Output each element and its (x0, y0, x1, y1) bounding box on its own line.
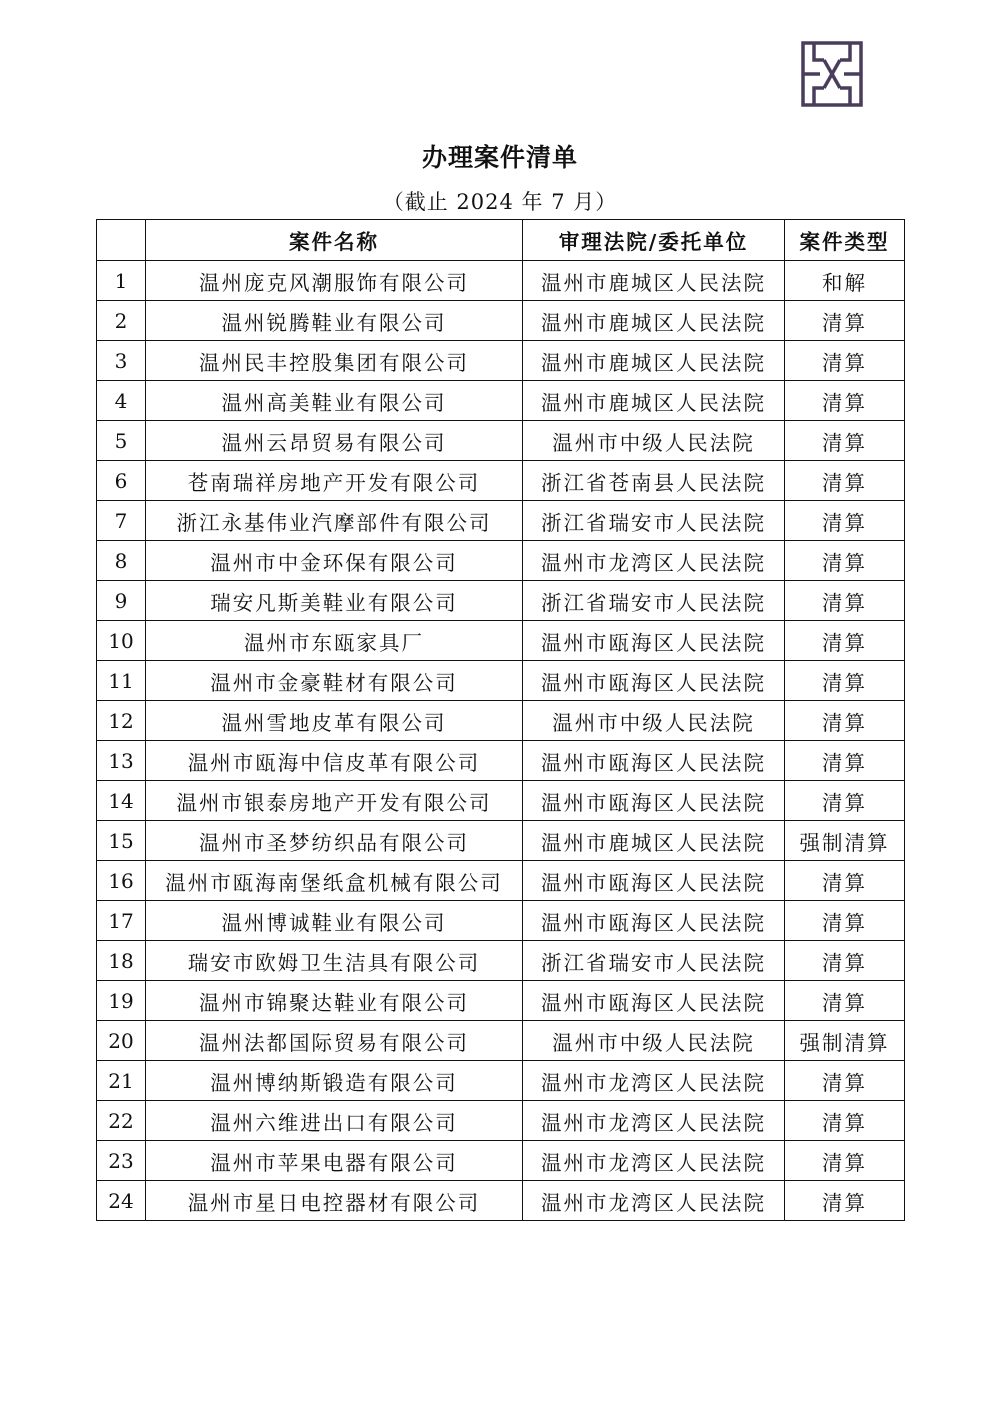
cell-court: 温州市瓯海区人民法院 (523, 661, 785, 701)
table-row (97, 381, 905, 421)
cell-court: 温州市瓯海区人民法院 (523, 741, 785, 781)
cell-court: 温州市鹿城区人民法院 (523, 341, 785, 381)
cell-number: 8 (97, 541, 146, 581)
cell-court: 温州市中级人民法院 (523, 701, 785, 741)
cell-court: 浙江省瑞安市人民法院 (523, 941, 785, 981)
cell-case-name: 温州庞克风潮服饰有限公司 (146, 261, 523, 301)
cell-number: 22 (97, 1101, 146, 1141)
cell-case-name: 苍南瑞祥房地产开发有限公司 (146, 461, 523, 501)
cell-case-name: 温州云昂贸易有限公司 (146, 421, 523, 461)
cell-case-type: 清算 (785, 501, 905, 541)
cell-number: 13 (97, 741, 146, 781)
table-row (97, 741, 905, 781)
cell-court: 温州市瓯海区人民法院 (523, 781, 785, 821)
cell-case-name: 温州博诚鞋业有限公司 (146, 901, 523, 941)
cell-case-name: 温州六维进出口有限公司 (146, 1101, 523, 1141)
cell-case-name: 温州市中金环保有限公司 (146, 541, 523, 581)
cell-case-type: 清算 (785, 301, 905, 341)
cell-court: 浙江省苍南县人民法院 (523, 461, 785, 501)
cell-case-name: 温州民丰控股集团有限公司 (146, 341, 523, 381)
cell-case-type: 清算 (785, 621, 905, 661)
cell-court: 温州市龙湾区人民法院 (523, 541, 785, 581)
cell-number: 24 (97, 1181, 146, 1221)
cell-case-type: 和解 (785, 261, 905, 301)
cell-number: 21 (97, 1061, 146, 1101)
cell-court: 温州市瓯海区人民法院 (523, 621, 785, 661)
cell-case-name: 浙江永基伟业汽摩部件有限公司 (146, 501, 523, 541)
table-row (97, 461, 905, 501)
table-row (97, 541, 905, 581)
cell-court: 温州市中级人民法院 (523, 421, 785, 461)
cell-case-type: 清算 (785, 941, 905, 981)
cell-number: 15 (97, 821, 146, 861)
cell-case-type: 清算 (785, 381, 905, 421)
cell-number: 6 (97, 461, 146, 501)
cell-case-name: 温州市圣梦纺织品有限公司 (146, 821, 523, 861)
table-row (97, 1181, 905, 1221)
column-header-no (97, 220, 146, 261)
table-header-row (97, 220, 905, 261)
table-row (97, 621, 905, 661)
cell-case-type: 清算 (785, 541, 905, 581)
cell-case-type: 清算 (785, 421, 905, 461)
table-row (97, 901, 905, 941)
cell-case-type: 清算 (785, 781, 905, 821)
firm-emblem-icon (800, 40, 864, 108)
cell-court: 温州市中级人民法院 (523, 1021, 785, 1061)
cell-case-name: 温州锐腾鞋业有限公司 (146, 301, 523, 341)
cell-case-type: 清算 (785, 1061, 905, 1101)
table-row (97, 301, 905, 341)
cell-court: 温州市鹿城区人民法院 (523, 261, 785, 301)
table-row (97, 821, 905, 861)
cell-number: 12 (97, 701, 146, 741)
cell-case-type: 清算 (785, 861, 905, 901)
cell-court: 温州市鹿城区人民法院 (523, 821, 785, 861)
cell-case-type: 清算 (785, 701, 905, 741)
cell-case-type: 清算 (785, 1141, 905, 1181)
cell-number: 17 (97, 901, 146, 941)
cell-case-name: 温州高美鞋业有限公司 (146, 381, 523, 421)
cell-case-name: 温州市东瓯家具厂 (146, 621, 523, 661)
cell-number: 1 (97, 261, 146, 301)
cell-case-type: 清算 (785, 1101, 905, 1141)
table-row (97, 501, 905, 541)
cell-court: 温州市瓯海区人民法院 (523, 901, 785, 941)
cell-case-type: 清算 (785, 461, 905, 501)
cell-case-name: 温州法都国际贸易有限公司 (146, 1021, 523, 1061)
cell-case-type: 清算 (785, 581, 905, 621)
cell-court: 温州市瓯海区人民法院 (523, 861, 785, 901)
table-row (97, 1061, 905, 1101)
cell-case-type: 清算 (785, 1181, 905, 1221)
table-row (97, 781, 905, 821)
cell-case-type: 清算 (785, 741, 905, 781)
column-header-court: 审理法院/委托单位 (523, 220, 785, 261)
cell-case-type: 清算 (785, 901, 905, 941)
cell-case-name: 温州市锦聚达鞋业有限公司 (146, 981, 523, 1021)
table-row (97, 261, 905, 301)
column-header-case-type: 案件类型 (785, 220, 905, 261)
cell-number: 2 (97, 301, 146, 341)
page-subtitle: （截止 2024 年 7 月） (382, 190, 618, 214)
column-header-case-name: 案件名称 (146, 220, 523, 261)
cell-number: 14 (97, 781, 146, 821)
cell-court: 温州市鹿城区人民法院 (523, 381, 785, 421)
cell-number: 18 (97, 941, 146, 981)
cell-number: 5 (97, 421, 146, 461)
cell-court: 温州市龙湾区人民法院 (523, 1141, 785, 1181)
cell-case-type: 清算 (785, 661, 905, 701)
cell-number: 19 (97, 981, 146, 1021)
cell-court: 温州市龙湾区人民法院 (523, 1061, 785, 1101)
cell-case-name: 温州市星日电控器材有限公司 (146, 1181, 523, 1221)
cell-court: 温州市瓯海区人民法院 (523, 981, 785, 1021)
table-body (97, 261, 905, 1221)
table-row (97, 941, 905, 981)
cell-number: 7 (97, 501, 146, 541)
cell-case-type: 清算 (785, 341, 905, 381)
page-title: 办理案件清单 (421, 143, 578, 172)
table-row (97, 701, 905, 741)
cell-number: 4 (97, 381, 146, 421)
cell-case-name: 温州市瓯海中信皮革有限公司 (146, 741, 523, 781)
table-row (97, 661, 905, 701)
table-row (97, 981, 905, 1021)
table-row (97, 861, 905, 901)
cell-case-name: 温州博纳斯锻造有限公司 (146, 1061, 523, 1101)
table-row (97, 1021, 905, 1061)
cell-case-type: 清算 (785, 981, 905, 1021)
cell-case-name: 温州市银泰房地产开发有限公司 (146, 781, 523, 821)
cell-number: 16 (97, 861, 146, 901)
table-row (97, 1141, 905, 1181)
cell-court: 温州市龙湾区人民法院 (523, 1181, 785, 1221)
table-row (97, 341, 905, 381)
cell-number: 11 (97, 661, 146, 701)
cell-court: 浙江省瑞安市人民法院 (523, 501, 785, 541)
cell-number: 9 (97, 581, 146, 621)
cell-case-name: 温州市苹果电器有限公司 (146, 1141, 523, 1181)
case-list-table (96, 219, 905, 1221)
cell-case-name: 瑞安市欧姆卫生洁具有限公司 (146, 941, 523, 981)
cell-court: 温州市鹿城区人民法院 (523, 301, 785, 341)
cell-case-type: 强制清算 (785, 821, 905, 861)
cell-case-name: 温州市瓯海南堡纸盒机械有限公司 (146, 861, 523, 901)
cell-number: 23 (97, 1141, 146, 1181)
cell-case-name: 温州雪地皮革有限公司 (146, 701, 523, 741)
cell-case-type: 强制清算 (785, 1021, 905, 1061)
cell-number: 20 (97, 1021, 146, 1061)
table-row (97, 1101, 905, 1141)
cell-court: 浙江省瑞安市人民法院 (523, 581, 785, 621)
cell-case-name: 瑞安凡斯美鞋业有限公司 (146, 581, 523, 621)
cell-case-name: 温州市金豪鞋材有限公司 (146, 661, 523, 701)
table-row (97, 421, 905, 461)
cell-court: 温州市龙湾区人民法院 (523, 1101, 785, 1141)
cell-number: 10 (97, 621, 146, 661)
table-row (97, 581, 905, 621)
cell-number: 3 (97, 341, 146, 381)
